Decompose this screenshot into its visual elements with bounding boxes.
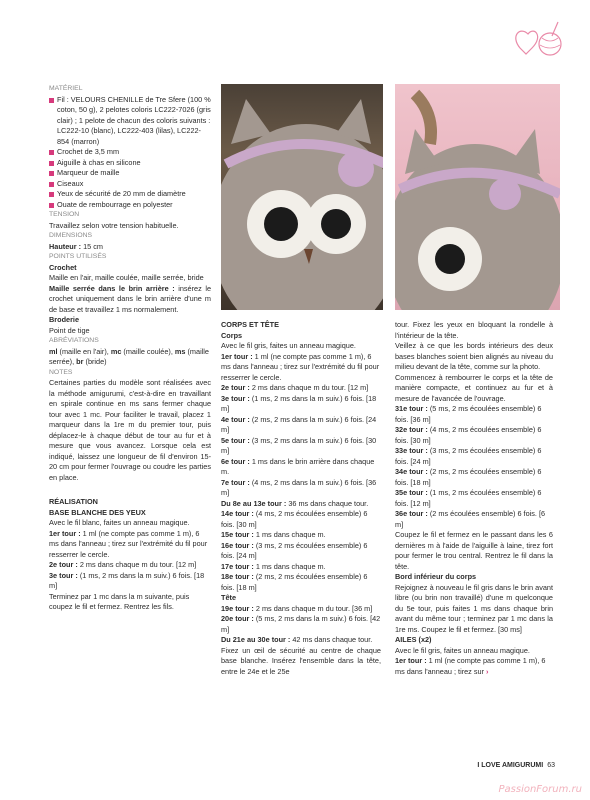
materiel-item: Aiguille à chas en silicone [49,158,211,169]
row-text: (3 ms, 2 ms écoulées ensemble) 6 fois. [24 m] [395,446,542,466]
yarn-heart-logo-icon [510,18,570,63]
row-key: 16e tour : [221,540,254,550]
col3-p2: Veillez à ce que les bords intérieurs des deux bases blanches soient bien alignés au niveau du milieu devant de la tête, comme sur la photo. [395,341,553,371]
row-key: 15e tour : [221,530,254,539]
materiel-item: Yeux de sécurité de 20 mm de diamètre [49,189,211,200]
tete-end: Fixez un œil de sécurité au centre de chaque base blanche. Insérez l'ensemble dans la tête, entre le 24e et le 25e [221,645,381,676]
notes-label: NOTES [49,368,73,376]
abbrev-key: br [76,357,84,366]
row-text: (2 ms, 2 ms dans la m suiv.) 6 fois. [24 m] [221,414,377,434]
row-text: (4 ms, 2 ms écoulées ensemble) 6 fois. [30 m] [221,509,368,529]
materiel-item: Crochet de 3,5 mm [49,147,211,158]
msba-title: Maille serrée dans le brin arrière : [49,283,175,293]
dimensions-label: DIMENSIONS [49,232,93,239]
abbrev-value: (maille serrée), [49,346,209,366]
materiel-item: Ciseaux [49,179,211,190]
row-text: 42 ms dans chaque tour. [290,635,373,644]
row-key: 18e tour : [221,572,254,581]
row-key: 32e tour : [395,425,428,434]
instruction-row [221,509,381,530]
materiel-item: Marqueur de maille [49,168,211,179]
instruction-row [221,604,381,615]
corps-rows [221,352,381,594]
broderie-text: Point de tige [49,325,90,335]
owl-photo-front [221,84,383,310]
row-key: 6e tour : [221,456,250,466]
abbrev-value: (maille coulée), [123,346,175,356]
row-key: 3e tour : [221,393,250,403]
base-intro: Avec le fil blanc, faites un anneau magique. [49,518,190,527]
abbrev-label: ABRÉVIATIONS [49,337,99,344]
row-text: 1 ml (ne compte pas comme 1 m), 6 ms dans l'anneau ; tirez sur l'extrémité du fil pour resserrer le cercle. [221,351,380,382]
row-key: 1er tour : [395,656,427,665]
tension-text: Travaillez selon votre tension habituelle. [49,220,179,230]
instruction-row [221,436,381,457]
column-left [49,84,211,613]
owl-side-illustration [395,84,560,310]
ailes-intro: Avec le fil gris, faites un anneau magique. [395,645,530,655]
instruction-row [395,404,553,425]
msba-text: insérez le crochet uniquement dans le brin arrière d'une m de base et travaillez 1 ms normalement. [49,283,212,314]
row-key: 1er tour : [49,528,81,538]
continue-arrow-icon: › [486,666,489,676]
row-text: (1 ms, 2 ms dans la m suiv.) 6 fois. [18 m] [49,570,205,590]
materiel-item: Ouate de rembourrage en polyester [49,200,211,211]
instruction-row [221,415,381,436]
row-key: 3e tour : [49,570,78,580]
row-text: 36 ms dans chaque tour. [286,498,369,508]
row-text: 1 ml (ne compte pas comme 1 m), 6 ms dans l'anneau ; tirez sur [395,656,546,676]
instruction-row [221,635,381,646]
bord-text: Rejoignez à nouveau le fil gris dans le brin avant libre (ou brin non travaillé) d'une m quelconque du 5e tour, puis faites 1 ms dans chaque brin avant du même tour ; terminez par 1 mc dans la 1re ms. Coupez le fil et fermez. [30 ms] [395,582,553,634]
row-key: 34e tour : [395,467,428,476]
row-text: (2 ms, 2 ms écoulées ensemble) 6 fois. [18 m] [395,467,542,487]
watermark: PassionForum.ru [498,784,582,795]
row-key: 14e tour : [221,509,254,518]
dimensions-text [49,242,211,253]
col3-p4: Coupez le fil et fermez en le passant dans les 6 dernières m à l'aide de l'aiguille à laine, tirez fort pour fermer le trou central. Rentrez le fil dans la tête. [395,530,553,571]
realisation-title: RÉALISATION [49,497,98,506]
col3-p3: Commencez à rembourrer le corps et la tête de manière compacte, et continuez au fur et à mesure de l'avancée de l'ouvrage. [395,372,553,403]
row-text: 2 ms dans chaque m du tour. [12 m] [77,560,197,569]
instruction-row [221,499,381,510]
row-text: (1 ms, 2 ms écoulées ensemble) 6 fois. [12 m] [395,488,542,508]
abbrev-key: ms [174,346,186,356]
points-label: POINTS UTILISÉS [49,253,107,260]
instruction-row [221,614,381,635]
abbrev-key: mc [110,346,122,356]
instruction-row [221,352,381,384]
row-text: (3 ms, 2 ms dans la m suiv.) 6 fois. [30 m] [221,435,377,455]
row-text: (1 ms, 2 ms dans la m suiv.) 6 fois. [18 m] [221,393,377,413]
row-key: Du 21e au 30e tour : [221,635,291,644]
abbrev-text [49,347,211,368]
base-row [49,560,211,571]
instruction-row [221,394,381,415]
instruction-row [221,541,381,562]
column-right [395,320,553,677]
tension-label: TENSION [49,211,80,218]
row-key: Du 8e au 13e tour : [221,498,287,508]
tete-rows [221,604,381,646]
row-key: 20e tour : [221,614,254,623]
abbrev-value: (bride) [85,357,107,366]
row-key: 7e tour : [221,477,250,487]
instruction-row [221,530,381,541]
corps-intro: Avec le fil gris, faites un anneau magique. [221,341,356,350]
row-text: 1 ml (ne compte pas comme 1 m), 6 ms dans l'anneau ; tirez sur l'extrémité du fil pour resserrer le cercle. [49,528,208,559]
notes-text: Certaines parties du modèle sont réalisées avec la méthode amigurumi, c'est-à-dire en travaillant en spirale continue en ms sans fermer chaque tour avec 1 mc. Pour faciliter le travail, placez 1 marqueur dans la 1re m du premier tour, puis déplacez-le à chaque début de tour au fur et à mesure que vous avancez. Lorsque cela est indiqué, laissez une longueur de fil d'environ 15-20 cm pour fermer l'ouvrage ou coudre les parties en place. [49,378,211,482]
ailes-row [395,656,553,677]
page-number: 63 [547,762,555,769]
materiel-item: Fil : VELOURS CHENILLE de Tre Sfere (100 % coton, 50 g), 2 pelotes coloris LC222-7026 (gris clair) ; 1 pelote de chacun des coloris suivants : LC222-10 (blanc), LC222-403 (lilas), LC222-854 (marron) [49,95,211,148]
row-text: (4 ms, 2 ms dans la m suiv.) 6 fois. [36 m] [221,477,377,497]
instruction-row [395,446,553,467]
row-key: 35e tour : [395,488,428,497]
page-footer [395,762,555,769]
row-text: 2 ms dans chaque m du tour. [12 m] [249,383,369,392]
row-key: 33e tour : [395,446,428,455]
row-key: 2e tour : [49,560,78,569]
crochet-title: Crochet [49,262,77,272]
row-text: 1 ms dans chaque m. [253,530,326,539]
base-row [49,529,211,561]
row-text: (3 ms, 2 ms écoulées ensemble) 6 fois. [24 m] [221,540,368,560]
row-text: 1 ms dans le brin arrière dans chaque m. [221,456,375,476]
broderie-title: Broderie [49,315,80,324]
abbrev-value: (maille en l'air), [59,346,111,356]
row-key: 17e tour : [221,561,254,571]
magazine-name: I LOVE AMIGURUMI [477,762,544,769]
row-key: 36e tour : [395,509,428,518]
tete-title: Tête [221,593,237,602]
row-text: (5 ms, 2 ms dans la m suiv.) 6 fois. [42 m] [221,614,381,634]
row-key: 19e tour : [221,603,254,613]
base-title: BASE BLANCHE DES YEUX [49,507,146,517]
bord-title: Bord inférieur du corps [395,572,477,581]
row-key: 4e tour : [221,414,250,424]
abbrev-key: ml [49,346,58,356]
instruction-row [221,383,381,394]
col3-continue: tour. Fixez les yeux en bloquant la rondelle à l'intérieur de la tête. [395,320,553,340]
dimensions-key: Hauteur : [49,241,82,251]
row-text: (2 ms, 2 ms écoulées ensemble) 6 fois. [18 m] [221,572,368,592]
corps-title: CORPS ET TÊTE [221,320,279,329]
instruction-row [395,467,553,488]
row-key: 5e tour : [221,435,250,445]
row-text: (4 ms, 2 ms écoulées ensemble) 6 fois. [30 m] [395,425,542,445]
materiel-list [49,95,211,211]
row-text: (2 ms écoulées ensemble) 6 fois. [6 m] [395,509,546,529]
crochet-text: Maille en l'air, maille coulée, maille serrée, bride [49,273,204,282]
instruction-row [395,509,553,530]
msba-paragraph [49,284,211,316]
base-row [49,571,211,592]
row-text: 1 ms dans chaque m. [253,561,326,571]
row-key: 31e tour : [395,404,428,413]
instruction-row [395,425,553,446]
owl-photo-side [395,84,560,310]
row-text: (5 ms, 2 ms écoulées ensemble) 6 fois. [36 m] [395,404,542,424]
column-middle [221,320,381,677]
ailes-title: AILES (x2) [395,635,432,644]
col3-rows [395,404,553,530]
owl-front-illustration [221,84,383,310]
instruction-row [395,488,553,509]
instruction-row [221,562,381,573]
base-end: Terminez par 1 mc dans la m suivante, puis coupez le fil et fermez. Rentrez les fils. [49,591,190,611]
row-key: 2e tour : [221,383,250,392]
instruction-row [221,572,381,593]
row-key: 1er tour : [221,351,253,361]
materiel-label: MATÉRIEL [49,85,83,92]
dimensions-value: 15 cm [83,241,103,251]
corps-sub: Corps [221,330,243,340]
instruction-row [221,457,381,478]
instruction-row [221,478,381,499]
row-text: 2 ms dans chaque m du tour. [36 m] [253,603,373,613]
